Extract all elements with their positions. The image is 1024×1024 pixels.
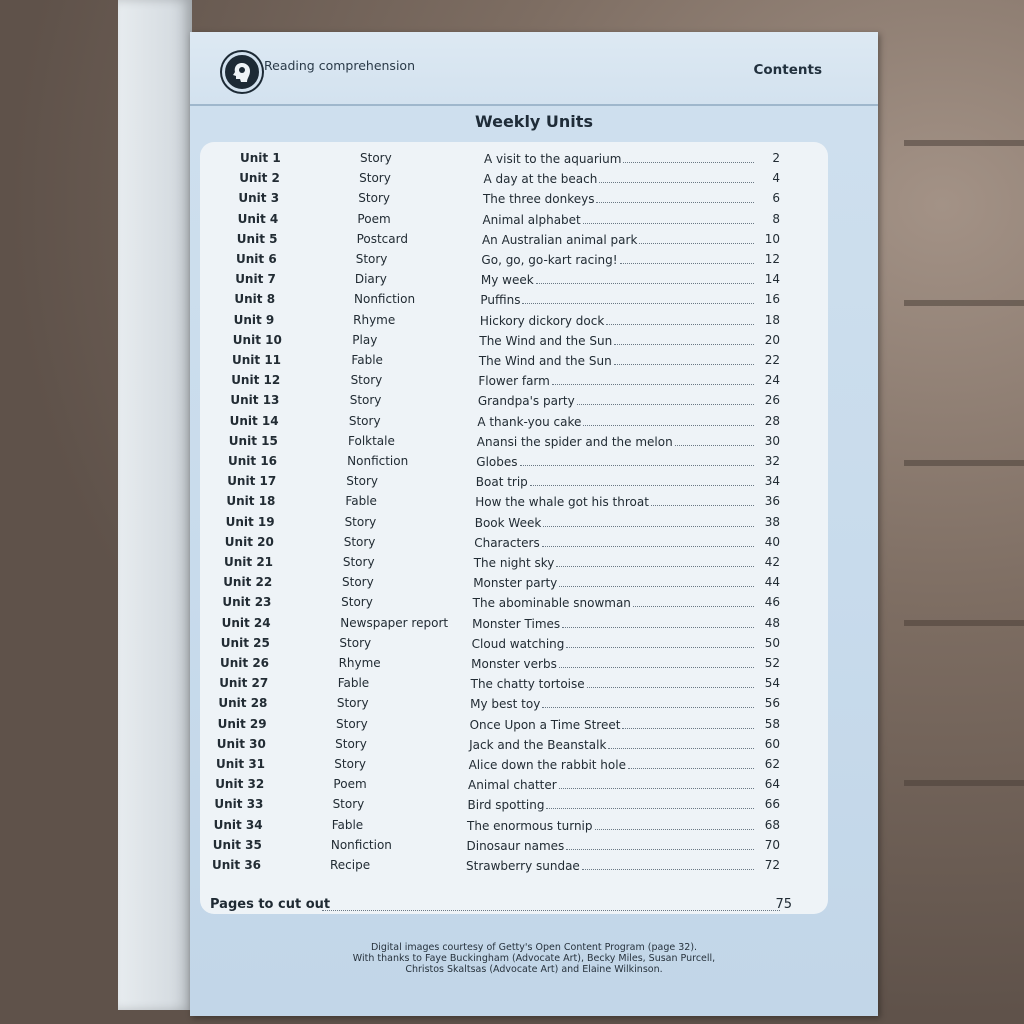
section-label: Contents <box>753 62 822 78</box>
page-number: 14 <box>764 272 780 287</box>
unit-number: Unit 23 <box>222 595 272 610</box>
page-number: 44 <box>764 575 780 590</box>
contents-row <box>200 188 828 208</box>
dot-leader <box>322 897 780 911</box>
dot-leader <box>520 451 754 466</box>
title-cell <box>467 835 759 856</box>
unit-title: Jack and the Beanstalk <box>469 737 607 752</box>
contents-row <box>200 431 828 451</box>
unit-number: Unit 8 <box>234 292 276 307</box>
page-number: 28 <box>764 413 780 428</box>
dot-leader <box>606 310 754 325</box>
title-cell <box>477 411 758 432</box>
unit-number: Unit 15 <box>228 433 278 448</box>
title-cell <box>480 310 758 331</box>
unit-title: The enormous turnip <box>467 818 593 833</box>
contents-row <box>200 835 828 855</box>
contents-row <box>200 209 828 229</box>
title-cell <box>472 613 758 634</box>
page-number: 50 <box>764 635 780 650</box>
page-number: 20 <box>764 332 780 347</box>
unit-number: Unit 16 <box>228 454 278 468</box>
contents-row <box>200 815 828 835</box>
dot-leader <box>595 815 755 830</box>
text-type: Story <box>342 575 374 590</box>
dot-leader <box>556 552 754 567</box>
page-number: 24 <box>764 373 780 388</box>
unit-number: Unit 10 <box>232 332 282 347</box>
page-number: 12 <box>764 252 780 266</box>
left-page-edge <box>118 0 192 1010</box>
text-type: Story <box>360 151 392 165</box>
contents-row <box>200 229 828 249</box>
unit-number: Unit 26 <box>220 656 270 670</box>
contents-row <box>200 471 828 491</box>
dot-leader <box>536 269 754 284</box>
text-type: Story <box>336 716 368 731</box>
contents-row <box>200 794 828 814</box>
dot-leader <box>583 411 754 426</box>
text-type: Fable <box>337 676 370 691</box>
contents-row <box>200 370 828 390</box>
credits-line: Digital images courtesy of Getty's Open Content Program (page 32). <box>370 942 698 953</box>
unit-title: The three donkeys <box>482 192 595 207</box>
contents-row <box>200 390 828 410</box>
unit-number: Unit 27 <box>219 676 269 691</box>
dot-leader <box>542 532 754 547</box>
page-number: 54 <box>764 676 780 691</box>
text-type: Fable <box>351 353 383 367</box>
text-type: Story <box>348 413 381 428</box>
dot-leader <box>620 249 754 264</box>
page-number: 52 <box>764 656 780 670</box>
page-number: 56 <box>764 696 780 711</box>
dot-leader <box>542 693 754 708</box>
contents-row <box>200 855 828 875</box>
title-cell <box>479 350 758 371</box>
unit-number: Unit 5 <box>236 231 278 246</box>
page-number: 4 <box>772 171 780 186</box>
page-number: 34 <box>764 474 780 489</box>
text-type: Nonfiction <box>347 454 409 468</box>
title-cell <box>480 289 758 310</box>
unit-number: Unit 21 <box>224 555 274 569</box>
unit-number: Unit 18 <box>226 494 276 509</box>
text-type: Story <box>355 252 388 266</box>
page-number: 46 <box>764 595 780 610</box>
title-cell <box>471 653 758 674</box>
dot-leader <box>651 491 754 506</box>
unit-number: Unit 30 <box>216 736 266 751</box>
unit-title: Anansi the spider and the melon <box>476 434 673 449</box>
unit-number: Unit 14 <box>229 413 279 428</box>
title-cell <box>474 552 758 573</box>
contents-row <box>200 491 828 511</box>
unit-title: Monster party <box>473 576 558 591</box>
title-cell <box>478 390 758 411</box>
unit-title: Boat trip <box>475 475 528 490</box>
text-type: Play <box>352 332 378 347</box>
page-number: 18 <box>764 312 780 327</box>
dot-leader <box>582 855 754 870</box>
unit-title: The chatty tortoise <box>470 677 585 692</box>
unit-number: Unit 6 <box>236 252 277 266</box>
text-type: Story <box>343 534 376 549</box>
unit-number: Unit 24 <box>221 615 271 630</box>
credits-line: Christos Skaltsas (Advocate Art) and Elaine Wilkinson. <box>405 964 663 975</box>
text-type: Nonfiction <box>330 837 392 852</box>
dot-leader <box>675 431 754 446</box>
page-number: 40 <box>764 534 780 549</box>
page-number: 36 <box>764 494 780 509</box>
unit-number: Unit 31 <box>216 757 266 771</box>
unit-title: Characters <box>474 535 540 550</box>
dot-leader <box>639 229 754 244</box>
title-cell <box>475 512 758 533</box>
contents-row <box>200 249 828 269</box>
dot-leader <box>559 572 754 587</box>
contents-row <box>200 572 828 592</box>
dot-leader <box>596 188 754 203</box>
dot-leader <box>543 512 754 527</box>
text-type: Story <box>349 393 382 408</box>
dot-leader <box>562 613 754 628</box>
title-cell <box>479 330 758 351</box>
dot-leader <box>614 350 754 365</box>
text-type: Story <box>335 736 367 751</box>
title-cell <box>468 794 758 815</box>
unit-title: Monster verbs <box>471 657 557 671</box>
dot-leader <box>583 209 754 224</box>
dot-leader <box>546 794 754 809</box>
dot-leader <box>608 734 754 749</box>
contents-row <box>200 451 828 471</box>
page-number: 8 <box>772 211 780 226</box>
dot-leader <box>587 673 754 688</box>
unit-title: The abominable snowman <box>472 596 631 611</box>
unit-title: Alice down the rabbit hole <box>468 758 626 772</box>
contents-page <box>190 32 878 1016</box>
text-type: Fable <box>331 817 364 832</box>
brand-text: Reading comprehension <box>264 58 415 73</box>
page-number: 16 <box>764 292 780 307</box>
unit-title: Monster Times <box>472 616 561 631</box>
page-number: 26 <box>764 393 780 408</box>
page-number: 22 <box>764 353 780 367</box>
title-cell <box>474 532 758 553</box>
text-type: Story <box>341 595 373 610</box>
unit-title: My week <box>480 273 534 288</box>
background-stripe <box>904 460 1024 466</box>
unit-number: Unit 2 <box>239 171 280 186</box>
contents-row <box>200 148 828 168</box>
unit-number: Unit 22 <box>223 575 273 590</box>
page-number: 70 <box>764 837 780 852</box>
contents-row <box>200 269 828 289</box>
page-number: 64 <box>764 777 780 792</box>
dot-leader <box>566 633 754 648</box>
unit-number: Unit 36 <box>212 858 262 872</box>
title-cell <box>484 148 758 169</box>
text-type: Story <box>359 171 391 186</box>
unit-title: Once Upon a Time Street <box>469 717 621 732</box>
title-cell <box>481 249 758 270</box>
text-type: Story <box>344 514 377 529</box>
text-type: Rhyme <box>353 312 396 327</box>
text-type: Rhyme <box>338 656 381 670</box>
contents-row <box>200 512 828 532</box>
title-cell <box>483 188 758 209</box>
head-silhouette-icon <box>222 52 262 92</box>
unit-number: Unit 28 <box>218 696 268 711</box>
unit-number: Unit 20 <box>224 534 274 549</box>
unit-title: Cloud watching <box>471 636 565 651</box>
text-type: Story <box>350 373 383 388</box>
dot-leader <box>522 289 754 304</box>
title-cell <box>467 815 758 836</box>
cutout-page-number: 75 <box>775 897 792 912</box>
unit-title: How the whale got his throat <box>475 495 649 510</box>
dot-leader <box>633 592 754 607</box>
title-cell <box>481 269 758 290</box>
dot-leader <box>628 754 754 769</box>
page-number: 72 <box>764 858 780 872</box>
title-cell <box>469 734 758 755</box>
cutout-row <box>210 894 828 916</box>
unit-title: A thank-you cake <box>477 414 582 429</box>
page-header <box>190 32 878 106</box>
unit-title: A day at the beach <box>483 172 598 187</box>
unit-number: Unit 34 <box>213 817 263 832</box>
unit-number: Unit 35 <box>212 837 262 852</box>
contents-row <box>200 411 828 431</box>
text-type: Story <box>339 635 372 650</box>
contents-row <box>200 552 828 572</box>
unit-number: Unit 32 <box>215 777 265 792</box>
unit-title: Flower farm <box>478 374 550 389</box>
text-type: Recipe <box>330 858 371 872</box>
title-cell <box>476 471 758 492</box>
unit-title: An Australian animal park <box>481 232 638 247</box>
credits-line: With thanks to Faye Buckingham (Advocate Art), Becky Miles, Susan Purcell, <box>352 953 716 964</box>
title-cell <box>483 168 758 189</box>
unit-title: The Wind and the Sun <box>478 354 612 368</box>
text-type: Story <box>358 191 390 206</box>
title-cell <box>470 693 758 714</box>
unit-number: Unit 9 <box>233 312 275 327</box>
title-cell <box>473 572 758 593</box>
unit-number: Unit 19 <box>225 514 275 529</box>
text-type: Poem <box>357 211 391 226</box>
page-number: 58 <box>764 716 780 731</box>
title-cell <box>477 431 758 452</box>
unit-title: Go, go, go-kart racing! <box>481 253 618 267</box>
dot-leader <box>559 774 754 789</box>
unit-title: Grandpa's party <box>477 394 575 409</box>
contents-row <box>200 350 828 370</box>
page-number: 10 <box>764 231 780 246</box>
page-number: 38 <box>764 514 780 529</box>
credits <box>190 942 878 975</box>
page-number: 60 <box>764 736 780 751</box>
text-type: Fable <box>345 494 377 509</box>
page-number: 6 <box>772 191 780 206</box>
unit-title: Globes <box>476 455 518 469</box>
title-cell <box>476 451 758 472</box>
unit-title: My best toy <box>470 697 541 712</box>
unit-number: Unit 4 <box>237 211 279 226</box>
contents-row <box>200 532 828 552</box>
contents-panel <box>200 142 828 914</box>
contents-row <box>200 592 828 612</box>
contents-row <box>200 693 828 713</box>
unit-title: Hickory dickory dock <box>479 313 605 328</box>
unit-title: Animal alphabet <box>482 212 581 227</box>
cutout-label: Pages to cut out <box>210 897 331 912</box>
unit-number: Unit 7 <box>235 272 276 287</box>
unit-number: Unit 12 <box>231 373 281 388</box>
page-number: 48 <box>764 615 780 630</box>
title-cell <box>478 370 758 391</box>
title-cell <box>466 855 758 876</box>
title-cell <box>473 592 758 613</box>
contents-row <box>200 673 828 693</box>
unit-number: Unit 17 <box>227 474 277 489</box>
unit-number: Unit 11 <box>232 353 282 367</box>
contents-row <box>200 289 828 309</box>
unit-title: Puffins <box>480 293 521 308</box>
dot-leader <box>530 471 754 486</box>
contents-row <box>200 754 828 774</box>
contents-row <box>200 330 828 350</box>
text-type: Story <box>336 696 369 711</box>
dot-leader <box>622 714 754 729</box>
dot-leader <box>552 370 754 385</box>
unit-title: The Wind and the Sun <box>479 333 613 348</box>
dot-leader <box>623 148 754 163</box>
title-cell <box>475 491 758 512</box>
contents-row <box>200 633 828 653</box>
background-stripe <box>904 620 1024 626</box>
text-type: Folktale <box>348 433 395 448</box>
dot-leader <box>559 653 754 668</box>
unit-number: Unit 33 <box>214 797 264 812</box>
contents-row <box>200 168 828 188</box>
unit-number: Unit 3 <box>238 191 280 206</box>
unit-title: A visit to the aquarium <box>484 152 622 166</box>
dot-leader <box>566 835 754 850</box>
background-stripe <box>904 300 1024 306</box>
title-cell <box>471 673 758 694</box>
contents-row <box>200 714 828 734</box>
page-number: 2 <box>772 151 780 165</box>
text-type: Diary <box>354 272 387 287</box>
text-type: Story <box>342 555 375 569</box>
page-number: 30 <box>764 433 780 448</box>
unit-title: Book Week <box>474 515 542 530</box>
unit-number: Unit 1 <box>240 151 281 165</box>
text-type: Poem <box>333 777 367 792</box>
unit-number: Unit 13 <box>230 393 280 408</box>
dot-leader <box>577 390 754 405</box>
contents-row <box>200 653 828 673</box>
unit-number: Unit 25 <box>220 635 270 650</box>
text-type: Story <box>332 797 365 812</box>
text-type: Postcard <box>356 231 408 246</box>
title-cell <box>469 754 758 775</box>
unit-title: Bird spotting <box>467 798 545 813</box>
unit-title: Dinosaur names <box>466 838 565 853</box>
background-stripe <box>904 140 1024 146</box>
page-number: 62 <box>764 757 780 771</box>
page-number: 68 <box>764 817 780 832</box>
contents-row <box>200 774 828 794</box>
title-cell <box>482 229 758 250</box>
title-cell <box>482 209 758 230</box>
dot-leader <box>614 330 754 345</box>
page-number: 66 <box>764 797 780 812</box>
title-cell <box>468 774 758 795</box>
page-title: Weekly Units <box>475 112 593 131</box>
unit-number: Unit 29 <box>217 716 267 731</box>
contents-row <box>200 310 828 330</box>
title-cell <box>470 714 758 735</box>
dot-leader <box>599 168 754 183</box>
page-number: 42 <box>764 555 780 569</box>
text-type: Nonfiction <box>354 292 416 307</box>
unit-title: The night sky <box>473 556 555 570</box>
text-type: Story <box>334 757 366 771</box>
page-number: 32 <box>764 454 780 468</box>
unit-title: Strawberry sundae <box>466 859 580 873</box>
unit-title: Animal chatter <box>468 778 557 793</box>
background-stripe <box>904 780 1024 786</box>
text-type: Newspaper report <box>340 615 449 630</box>
title-cell <box>472 633 758 654</box>
contents-row <box>200 734 828 754</box>
contents-row <box>200 613 828 633</box>
text-type: Story <box>346 474 378 489</box>
